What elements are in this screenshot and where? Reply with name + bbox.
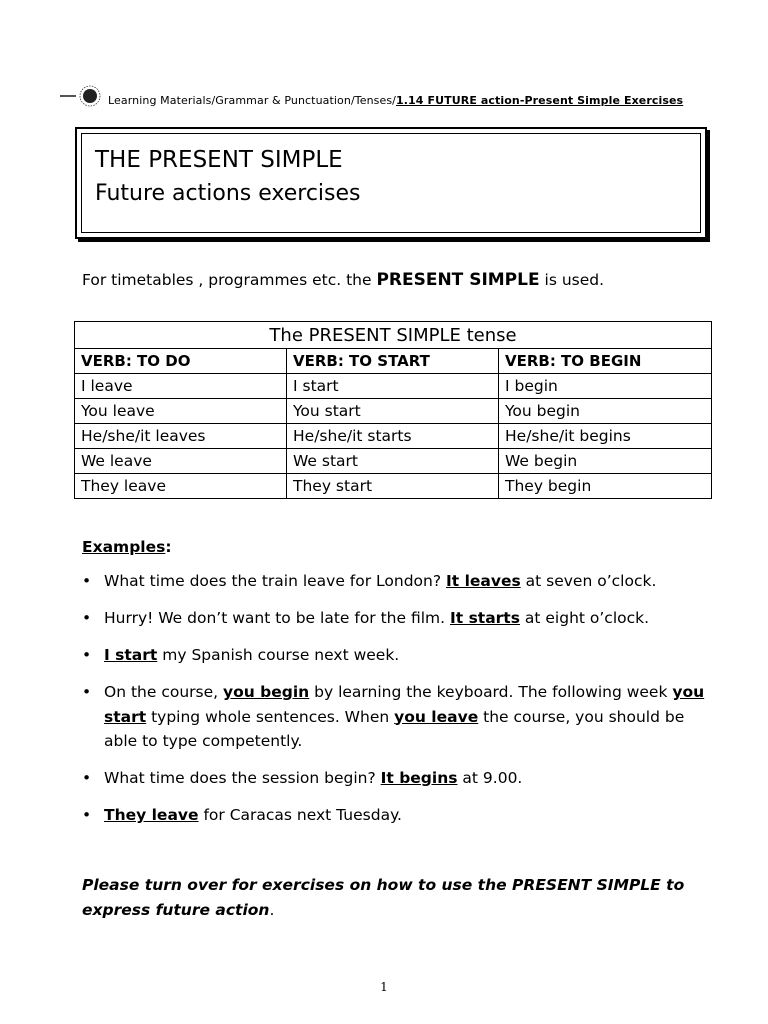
table-header: VERB: TO BEGIN [499,349,712,374]
page-subtitle: Future actions exercises [95,181,361,206]
list-item [82,569,722,594]
table-cell: They start [287,474,499,499]
list-item [82,680,722,754]
example-text: for Caracas next Tuesday. [198,806,402,824]
breadcrumb-current: 1.14 FUTURE action-Present Simple Exercises [396,94,684,107]
table-cell: You begin [499,399,712,424]
logo-icon [60,80,104,108]
example-key-verb: I start [104,646,158,664]
turn-over-note [82,873,722,922]
table-cell: I start [287,374,499,399]
breadcrumb [108,94,683,107]
table-cell: We begin [499,449,712,474]
example-text: my Spanish course next week. [157,646,400,664]
example-text: On the course, [104,683,223,701]
example-text: at seven o’clock. [520,572,657,590]
table-cell: They begin [499,474,712,499]
intro-before: For timetables , programmes etc. the [82,271,377,289]
example-text: at 9.00. [457,769,523,787]
table-cell: We leave [75,449,287,474]
list-item [82,766,722,791]
intro-after: is used. [539,271,605,289]
table-cell: We start [287,449,499,474]
example-key-verb: They leave [104,806,199,824]
table-row [75,374,712,399]
note-period: . [269,900,275,919]
breadcrumb-path: Learning Materials/Grammar & Punctuation/Tenses/ [108,94,396,107]
table-cell: I begin [499,374,712,399]
table-row [75,399,712,424]
header-breadcrumb [60,80,720,110]
examples-heading [82,538,172,556]
table-cell: You start [287,399,499,424]
table-row [75,449,712,474]
list-item [82,643,722,668]
examples-heading-text: Examples [82,538,166,556]
title-box [75,127,707,239]
examples-list [82,569,722,828]
example-text: Hurry! We don’t want to be late for the film. [104,609,450,627]
list-item [82,803,722,828]
table-cell: I leave [75,374,287,399]
example-text: at eight o’clock. [519,609,650,627]
table-cell: You leave [75,399,287,424]
example-text: What time does the train leave for London? [104,572,447,590]
table-row [75,474,712,499]
examples-colon: : [165,538,172,556]
note-text: Please turn over for exercises on how to use the PRESENT SIMPLE to express future action [82,876,685,919]
example-text: typing whole sentences. When [146,707,395,726]
table-cell: They leave [75,474,287,499]
example-text: by learning the keyboard. The following week [309,683,673,701]
table-header: VERB: TO DO [75,349,287,374]
example-key-verb: you leave [394,707,479,726]
example-key-verb: you start [104,683,705,726]
example-text: What time does the session begin? [104,769,381,787]
list-item [82,606,722,631]
example-text: the course, you should be able to type competently. [104,707,685,750]
tense-table [74,321,712,499]
table-cell: He/she/it leaves [75,424,287,449]
table-caption: The PRESENT SIMPLE tense [75,322,712,349]
example-key-verb: you begin [222,683,310,701]
page-title: THE PRESENT SIMPLE [95,147,343,173]
example-key-verb: It starts [450,609,520,627]
intro-emphasis: PRESENT SIMPLE [376,270,540,290]
table-header: VERB: TO START [287,349,499,374]
page-number: 1 [380,980,388,994]
example-key-verb: It leaves [446,572,521,590]
table-row [75,424,712,449]
table-cell: He/she/it starts [287,424,499,449]
table-cell: He/she/it begins [499,424,712,449]
example-key-verb: It begins [380,769,458,787]
intro-text [82,270,604,290]
